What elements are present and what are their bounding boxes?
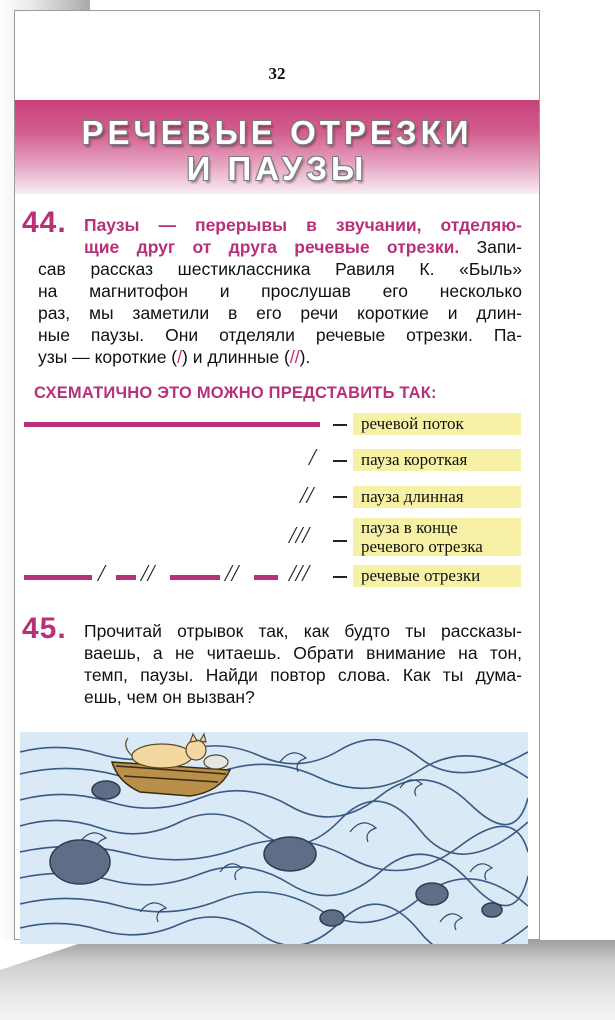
short-pause-symbol: /: [309, 445, 316, 471]
segment-end-symbol: ///: [289, 561, 310, 587]
legend-label-short-pause: пауза короткая: [353, 449, 521, 471]
label-line: пауза в конце: [361, 518, 458, 537]
dash: [333, 576, 347, 578]
segment-bar: [116, 575, 136, 580]
text-fragment: ).: [299, 347, 311, 367]
label-line: речевого отрезка: [361, 537, 483, 556]
text-line: Прочитай отрывок так, как будто ты рассказы-: [84, 621, 522, 641]
exercise-45-text-cont: [84, 642, 522, 708]
page-number: 32: [268, 64, 286, 83]
exercise-44-text: [84, 214, 522, 258]
text-line: [84, 236, 522, 258]
text-fragment: узы — короткие (: [38, 347, 178, 367]
text-line: Паузы — перерывы в звучании, отделяю-: [84, 215, 522, 235]
dash: [333, 496, 347, 498]
end-pause-symbol: ///: [289, 523, 310, 549]
text-line: на магнитофон и прослушав его несколько: [38, 281, 522, 301]
page-title-line1: РЕЧЕВЫЕ ОТРЕЗКИ: [81, 114, 473, 151]
text-fragment: Запи-: [476, 237, 522, 257]
exercise-number-text: 44: [22, 206, 58, 239]
legend-label-segments: речевые отрезки: [353, 565, 521, 587]
legend-label-end-pause: [353, 518, 521, 556]
short-pause-mark: /: [177, 347, 182, 367]
text-line: [38, 346, 522, 368]
long-pause-mark: //: [289, 347, 300, 367]
text-line: раз, мы заметили в его речи короткие и длин-: [38, 303, 522, 323]
dash: [333, 460, 347, 462]
text-line: ваешь, а не читаешь. Обрати внимание на тон,: [84, 643, 522, 663]
segment-bar: [254, 575, 278, 580]
text-line: сав рассказ шестиклассника Равиля К. «Быль»: [38, 259, 522, 279]
schema-heading: СХЕМАТИЧНО ЭТО МОЖНО ПРЕДСТАВИТЬ ТАК:: [34, 384, 437, 402]
text-line: ешь, чем он вызван?: [84, 687, 255, 707]
exercise-45-number: [22, 612, 67, 646]
text-line: темп, паузы. Найди повтор слова. Как ты дума-: [84, 665, 522, 685]
segment-pause-symbol: /: [98, 561, 105, 587]
exercise-44-text-cont: [38, 258, 522, 368]
exercise-44-number: [22, 206, 67, 240]
page-shadow-bottom: [0, 940, 615, 1020]
definition-bold: щие друг от друга речевые отрезки.: [84, 237, 460, 257]
long-pause-symbol: //: [300, 483, 314, 509]
legend-label-long-pause: пауза длинная: [353, 486, 521, 508]
segment-bar: [170, 575, 220, 580]
legend-label-speech-flow: речевой поток: [353, 413, 521, 435]
exercise-number-dot: .: [57, 612, 67, 645]
exercise-number-dot: .: [57, 206, 67, 239]
river-boat-illustration: [20, 722, 528, 944]
dash: [333, 424, 347, 426]
dash: [333, 540, 347, 542]
segment-pause-symbol: //: [141, 561, 155, 587]
segment-bar: [24, 575, 92, 580]
text-line: ные паузы. Они отделяли речевые отрезки. Па-: [38, 325, 522, 345]
text-fragment: ) и длинные (: [182, 347, 290, 367]
speech-flow-bar: [24, 422, 320, 427]
exercise-45-text: [84, 620, 522, 642]
segment-pause-symbol: //: [225, 561, 239, 587]
exercise-number-text: 45: [22, 612, 58, 645]
page-title-line2: И ПАУЗЫ: [186, 150, 368, 187]
